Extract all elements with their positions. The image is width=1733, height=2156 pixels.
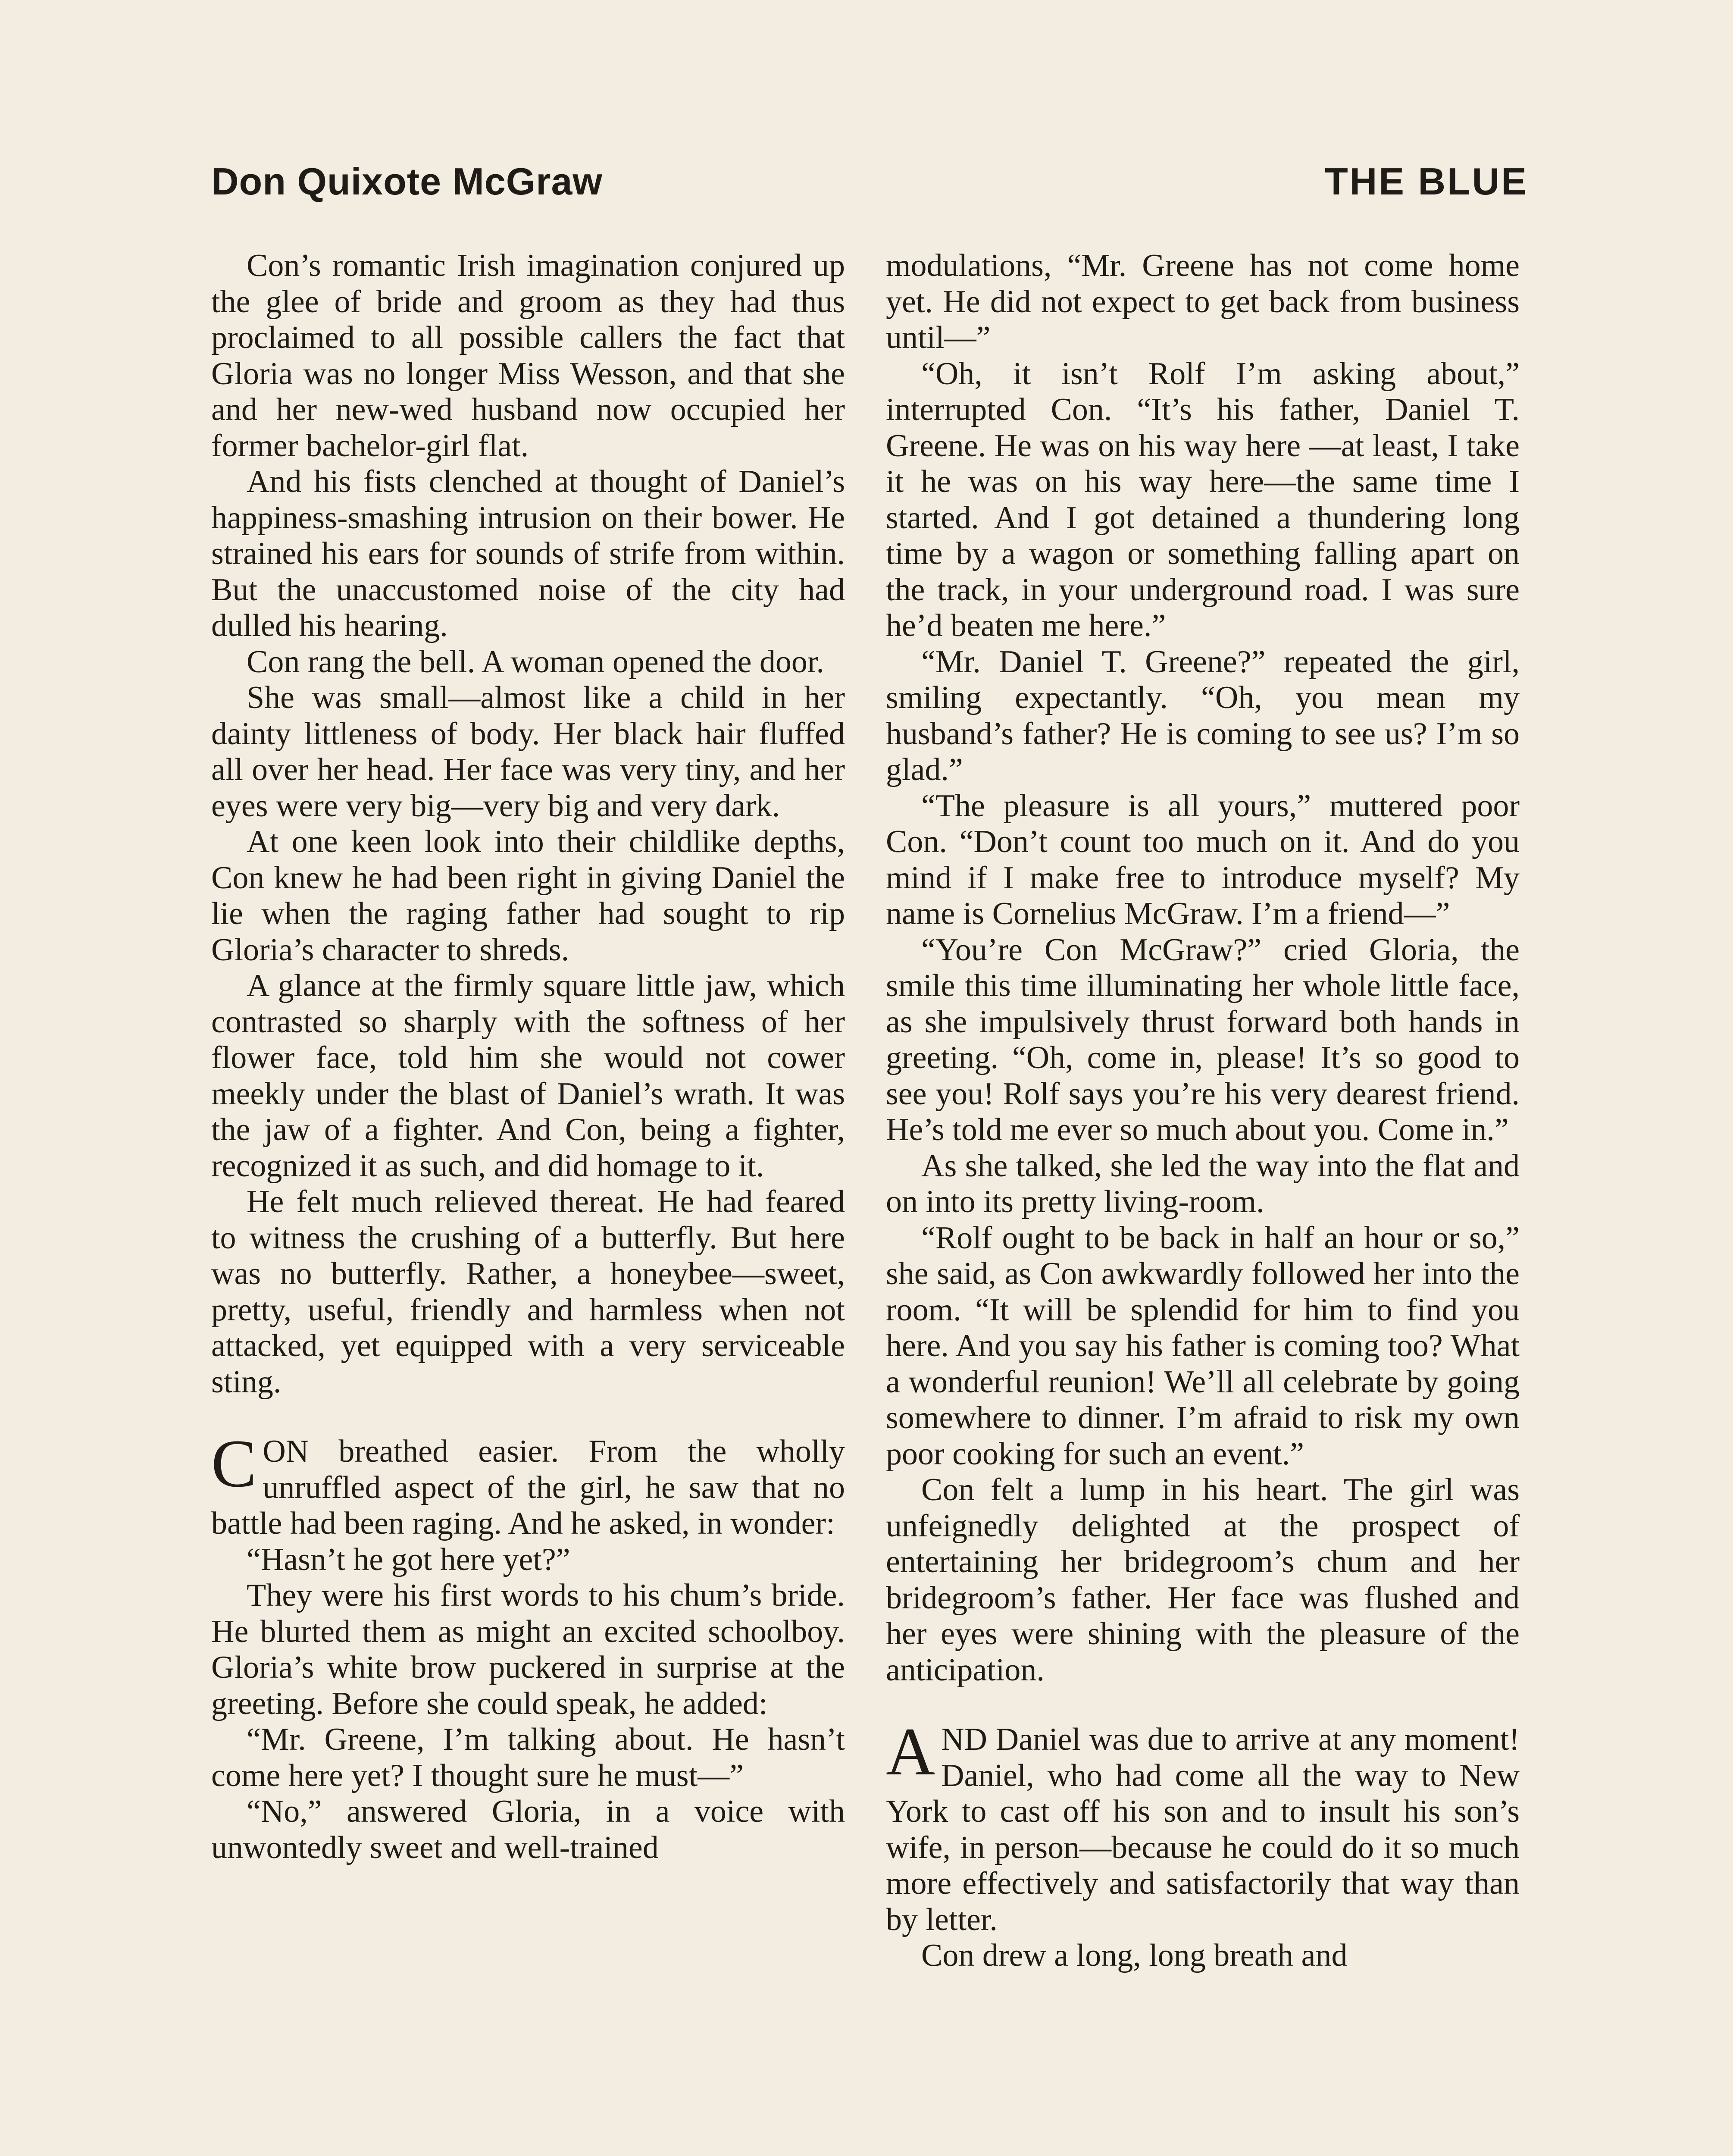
paragraph: And his fists clenched at thought of Daniel’s happiness-smashing intrusion on their bower. He strained his ears for sounds of strife from within. But the unaccustomed noise of the city had dulled his hearing. [211, 464, 845, 643]
paragraph: A glance at the firmly square little jaw, which contrasted so sharply with the softness of her flower face, told him she would not cower meekly under the blast of Daniel’s wrath. It was the jaw of a fighter. And Con, being a fighter, recognized it as such, and did homage to it. [211, 968, 845, 1184]
drop-cap: C [211, 1426, 257, 1501]
paragraph: They were his first words to his chum’s bride. He blurted them as might an excited schoolboy. Gloria’s white brow puckered in surprise at the greeting. Before she could speak, he added: [211, 1578, 845, 1721]
section-opening-paragraph [886, 1714, 1520, 1938]
paragraph: Con’s romantic Irish imagination conjured up the glee of bride and groom as they had thus proclaimed to all possible callers the fact that Gloria was no longer Miss Wesson, and that she and her new-wed husband now occupied her former bachelor-girl flat. [211, 248, 845, 464]
paragraph: “Mr. Greene, I’m talking about. He hasn’t come here yet? I thought sure he must—” [211, 1722, 845, 1793]
paragraph-text: ND Daniel was due to arrive at any moment! Daniel, who had come all the way to New York to cast off his son and to insult his son’s wife, in person—because he could do it so much more effectively and satisfactorily that way than by letter. [886, 1722, 1520, 1937]
left-column [211, 248, 845, 1866]
paragraph: She was small—almost like a child in her dainty littleness of body. Her black hair fluffed all over her head. Her face was very tiny, and her eyes were very big—very big and very dark. [211, 680, 845, 824]
paragraph: “Mr. Daniel T. Greene?” repeated the girl, smiling expectantly. “Oh, you mean my husband’s father? He is coming to see us? I’m so glad.” [886, 644, 1520, 787]
paragraph: “Hasn’t he got here yet?” [247, 1542, 570, 1577]
paragraph: Con felt a lump in his heart. The girl was unfeignedly delighted at the prospect of entertaining her bridegroom’s chum and her bridegroom’s father. Her face was flushed and her eyes were shining with the pleasure of the anticipation. [886, 1472, 1520, 1688]
running-head-magazine-title: THE BLUE [1325, 160, 1528, 203]
paragraph: He felt much relieved thereat. He had feared to witness the crushing of a butterfly. But here was no butterfly. Rather, a honeybee—sweet, pretty, useful, friendly and harmless when not attacked, yet equipped with a very serviceable sting. [211, 1184, 845, 1400]
paragraph: Con drew a long, long breath and [921, 1938, 1348, 1973]
paragraph: “You’re Con McGraw?” cried Gloria, the smile this time illuminating her whole little face, as she impulsively thrust forward both hands in greeting. “Oh, come in, please! It’s so good to see you! Rolf says you’re his very dearest friend. He’s told me ever so much about you. Come in.” [886, 932, 1520, 1147]
paragraph-text: ON breathed easier. From the wholly unruffled aspect of the girl, he saw that no battle had been raging. And he asked, in wonder: [211, 1434, 845, 1541]
paragraph: “The pleasure is all yours,” muttered poor Con. “Don’t count too much on it. And do you mind if I make free to introduce myself? My name is Cornelius McGraw. I’m a friend—” [886, 788, 1520, 931]
paragraph: “Rolf ought to be back in half an hour or so,” she said, as Con awkwardly followed her into the room. “It will be splendid for him to find you here. And you say his father is coming too? What a wonderful reunion! We’ll all celebrate by going somewhere to dinner. I’m afraid to risk my own poor cooking for such an event.” [886, 1220, 1520, 1472]
paragraph: At one keen look into their childlike depths, Con knew he had been right in giving Daniel the lie when the raging father had sought to rip Gloria’s character to shreds. [211, 824, 845, 968]
paragraph: As she talked, she led the way into the flat and on into its pretty living-room. [886, 1148, 1520, 1219]
drop-cap: A [886, 1714, 935, 1789]
right-column [886, 248, 1520, 1974]
paragraph: Con rang the bell. A woman opened the door. [247, 644, 824, 680]
paragraph-continued: modulations, “Mr. Greene has not come home yet. He did not expect to get back from business until—” [886, 248, 1520, 355]
running-head-story-title: Don Quixote McGraw [211, 160, 603, 203]
section-opening-paragraph [211, 1426, 845, 1542]
paragraph: “Oh, it isn’t Rolf I’m asking about,” interrupted Con. “It’s his father, Daniel T. Greene. He was on his way here —at least, I take it he was on his way here—the same time I started. And I got detained a thundering long time by a wagon or something falling apart on the track, in your underground road. I was sure he’d beaten me here.” [886, 356, 1520, 643]
paragraph: “No,” answered Gloria, in a voice with unwontedly sweet and well-trained [211, 1794, 845, 1865]
